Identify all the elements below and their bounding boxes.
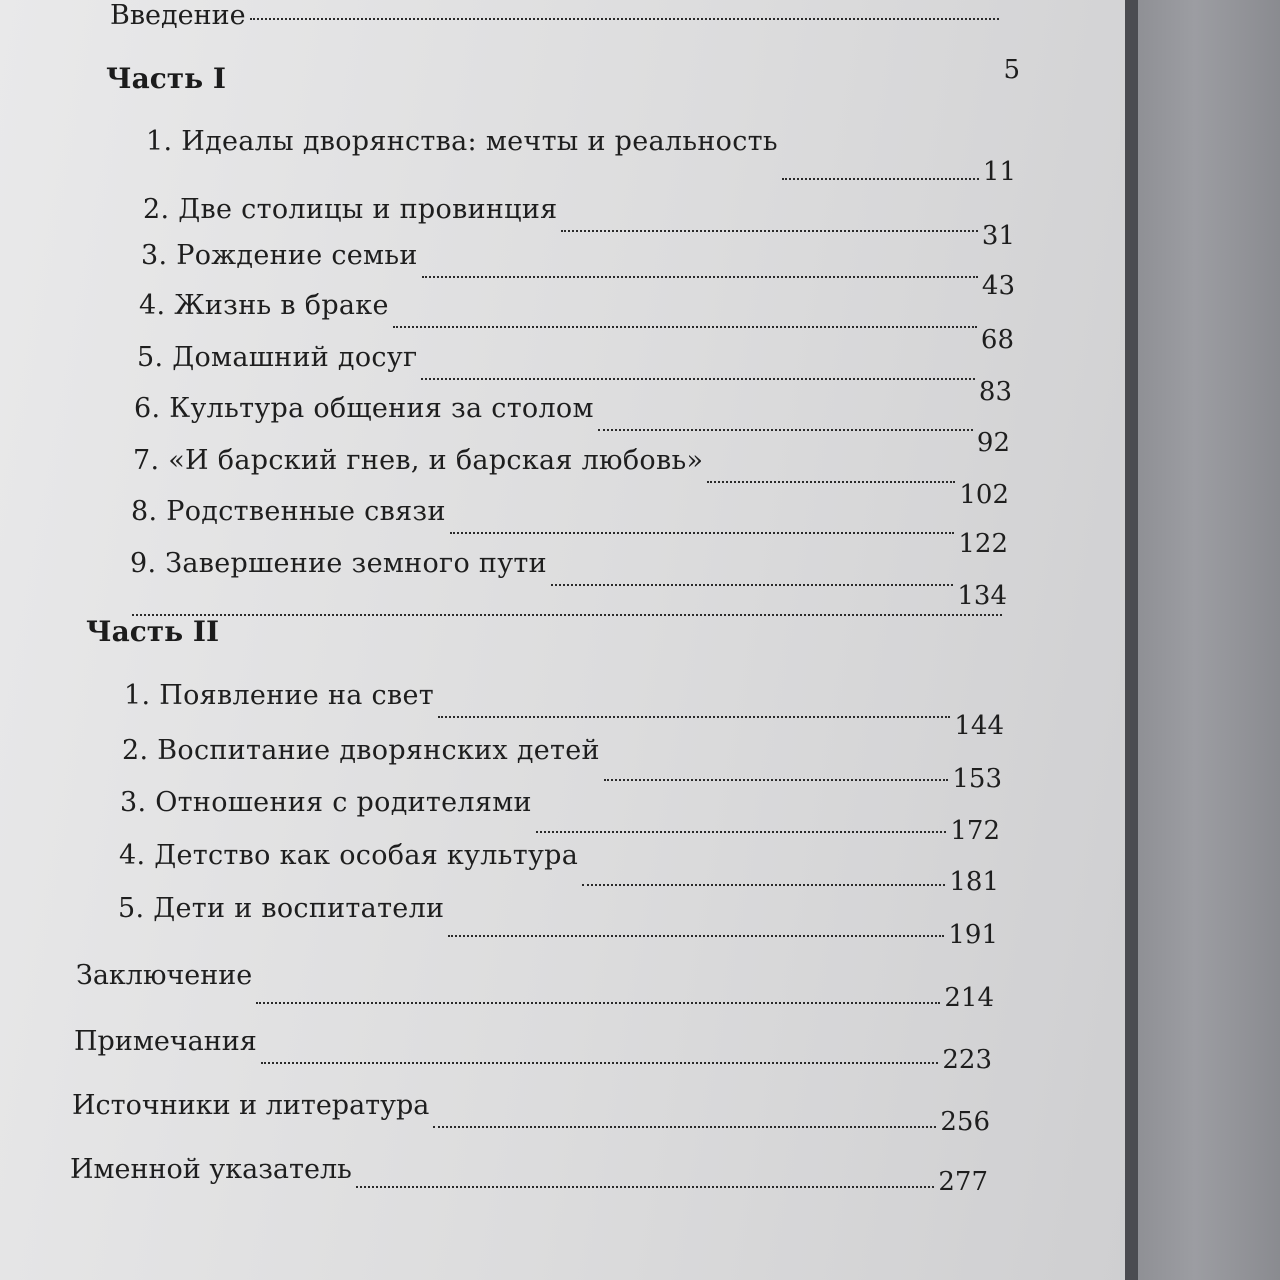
toc-entry-title: 1. Идеалы дворянства: мечты и реальность <box>146 126 778 157</box>
toc-entry-page: 153 <box>952 764 1002 794</box>
leader-dots <box>393 326 977 328</box>
toc-entry-title: 8. Родственные связи <box>131 496 446 527</box>
toc-entry-page: 11 <box>982 157 1016 187</box>
toc-entry-back <box>72 1090 990 1137</box>
toc-entry-title: Примечания <box>74 1026 257 1057</box>
toc-entry-chapter <box>120 787 1000 846</box>
toc-entry-title: 4. Детство как особая культура <box>119 840 579 871</box>
leader-dots <box>132 614 1002 616</box>
toc-entry-page: 223 <box>942 1045 992 1075</box>
toc-entry-chapter <box>119 840 999 897</box>
leader-dots <box>536 831 947 833</box>
toc-entry-title: 2. Воспитание дворянских детей <box>122 735 600 766</box>
toc-entry-chapter <box>131 496 1008 559</box>
toc-entry-back <box>74 1026 992 1075</box>
toc-entry-page: 256 <box>940 1107 990 1137</box>
toc-entry-title: 4. Жизнь в браке <box>139 290 389 321</box>
leader-dots <box>561 230 977 232</box>
leader-dots <box>707 481 955 483</box>
toc-entry-chapter <box>122 735 1002 794</box>
toc-entry-title: 5. Домашний досуг <box>137 342 418 373</box>
toc-entry-page: 134 <box>957 581 1007 611</box>
toc-entry-title: 2. Две столицы и провинция <box>143 194 558 225</box>
toc-entry-title: Источники и литература <box>72 1090 430 1121</box>
toc-entry-back <box>70 1154 988 1197</box>
toc-entry-chapter <box>118 893 998 950</box>
leader-dots <box>551 584 953 586</box>
toc-entry-chapter <box>128 600 1006 602</box>
toc-entry-title: Введение <box>110 0 246 31</box>
leader-dots <box>433 1126 936 1128</box>
toc-entry-page: 68 <box>980 325 1014 355</box>
toc-entry-page: 31 <box>981 221 1015 251</box>
toc-entry-chapter <box>143 194 1015 251</box>
toc-entry-title: 3. Рождение семьи <box>141 240 418 271</box>
toc-entry-chapter <box>137 342 1012 407</box>
toc-entry-page: 5 <box>1003 55 1020 85</box>
toc-entry-title: 6. Культура общения за столом <box>134 393 594 424</box>
toc-entry-chapter <box>130 548 1007 611</box>
toc-entry-page: 92 <box>976 428 1010 458</box>
toc-entry-chapter <box>133 445 1009 510</box>
part-heading-1: Часть I <box>106 62 226 95</box>
toc-entry-back <box>76 960 994 1013</box>
toc-entry-chapter <box>139 290 1014 355</box>
toc-entry-page: 144 <box>954 711 1004 741</box>
toc-entry-page: 191 <box>948 920 998 950</box>
leader-dots <box>250 18 1000 20</box>
leader-dots <box>256 1002 940 1004</box>
toc-entry-page: 102 <box>959 480 1009 510</box>
toc-entry-title: 9. Завершение земного пути <box>130 548 547 579</box>
toc-entry-page: 172 <box>950 816 1000 846</box>
toc-entry-title: 7. «И барский гнев, и барская любовь» <box>133 445 704 476</box>
toc-entry-chapter <box>134 393 1010 458</box>
toc-entry-title: Заключение <box>76 960 253 991</box>
toc-entry-page: 181 <box>949 867 999 897</box>
toc-entry-title: 5. Дети и воспитатели <box>118 893 445 924</box>
leader-dots <box>421 378 974 380</box>
toc-entry-page: 43 <box>981 271 1015 301</box>
leader-dots <box>448 935 944 937</box>
toc-entry-page: 83 <box>978 377 1012 407</box>
leader-dots <box>356 1186 935 1188</box>
part-heading-2: Часть II <box>86 615 220 648</box>
leader-dots <box>422 276 978 278</box>
toc-entry-page: 214 <box>944 983 994 1013</box>
toc-entry-chapter <box>124 680 1004 741</box>
toc-entry-chapter <box>141 240 1015 301</box>
leader-dots <box>598 429 973 431</box>
toc-entry-page: 122 <box>958 529 1008 559</box>
book-gutter <box>1125 0 1138 1280</box>
toc-entry-chapter <box>146 126 1016 187</box>
leader-dots <box>604 779 949 781</box>
leader-dots <box>582 884 945 886</box>
toc-entry-page: 277 <box>938 1167 988 1197</box>
leader-dots <box>261 1062 939 1064</box>
facing-page-edge <box>1138 0 1280 1280</box>
leader-dots <box>450 532 955 534</box>
leader-dots <box>782 178 979 180</box>
toc-entry-title: 1. Появление на свет <box>124 680 434 711</box>
toc-entry-title: 3. Отношения с родителями <box>120 787 532 818</box>
leader-dots <box>438 716 950 718</box>
toc-entry-title: Именной указатель <box>70 1154 352 1185</box>
